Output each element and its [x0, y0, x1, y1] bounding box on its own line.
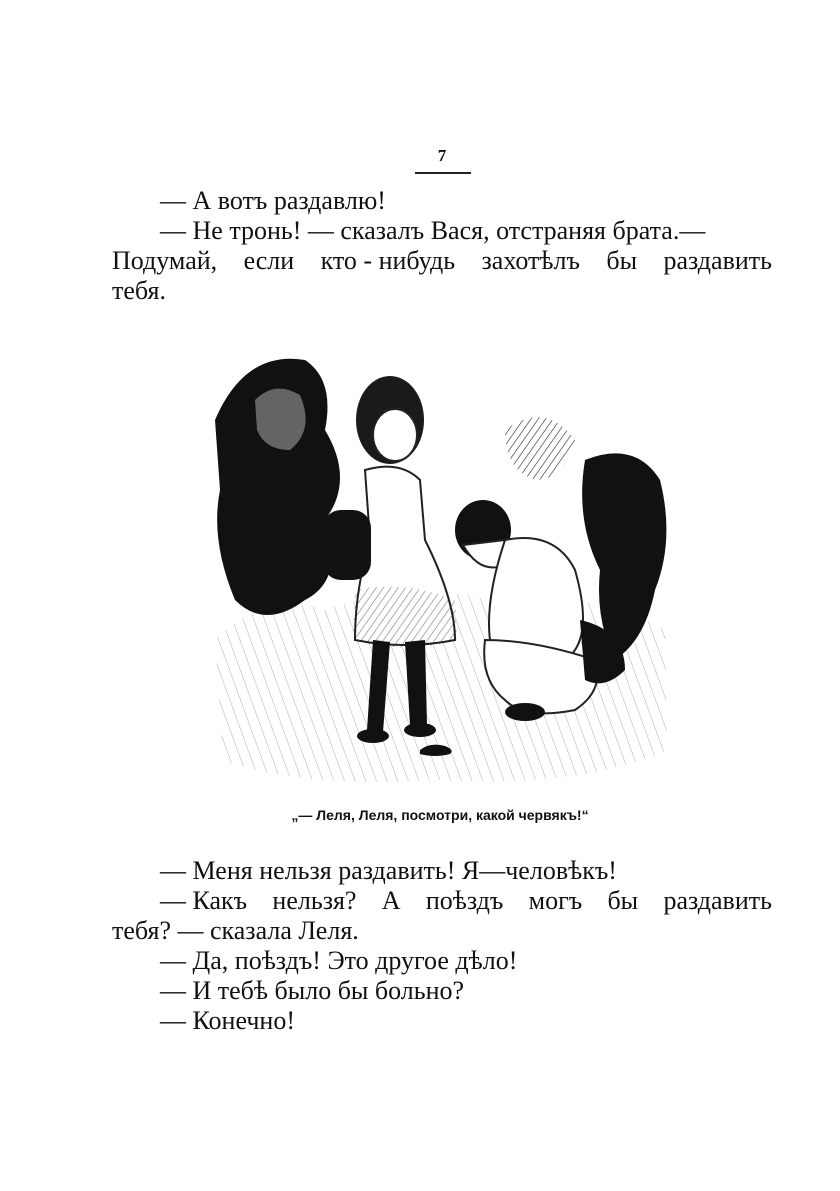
text-line [112, 246, 772, 276]
text-line [112, 886, 772, 916]
word: если [243, 246, 295, 275]
word: могъ [528, 886, 583, 915]
text-line: — Меня нельзя раздавить! Я—человѣкъ! [160, 856, 617, 885]
text-line: — И тебѣ было бы больно? [160, 976, 465, 1005]
bottom-text [112, 856, 772, 1036]
top-text [112, 186, 772, 306]
text-line: — Не тронь! — сказалъ Вася, отстраняя брата.— [160, 216, 706, 245]
text-line: — А вотъ раздавлю! [160, 186, 386, 215]
text-line: — Конечно! [160, 1006, 296, 1035]
word: А [381, 886, 401, 915]
text-line: тебя. [112, 276, 166, 305]
word: кто - нибудь [320, 246, 456, 275]
word: захотѣлъ [481, 246, 580, 275]
word: Подумай, [112, 246, 218, 275]
word: бы [606, 246, 638, 275]
illustration-caption: „— Леля, Леля, посмотри, какой червякъ!“ [291, 807, 589, 823]
word: поѣздъ [425, 886, 504, 915]
page-number-rule [415, 172, 471, 174]
engraving-illustration [205, 340, 675, 788]
word: раздавить [663, 246, 772, 275]
page-number: 7 [437, 146, 447, 165]
word: бы [607, 886, 639, 915]
text-line: тебя? — сказала Леля. [112, 916, 359, 945]
word: раздавить [663, 886, 772, 915]
word: — Какъ [160, 886, 248, 915]
text-line: — Да, поѣздъ! Это другое дѣло! [160, 946, 518, 975]
word: нельзя? [272, 886, 357, 915]
